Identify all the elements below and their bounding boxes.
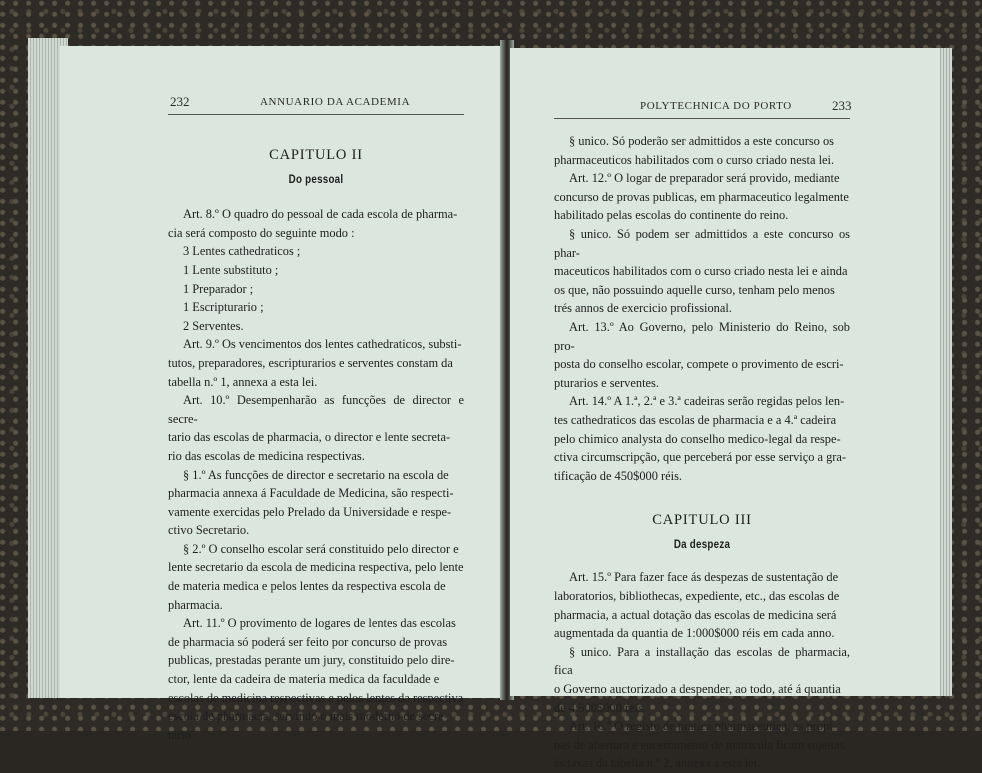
header-rule-right [554,118,850,119]
text-line: tutos, preparadores, escripturarios e serventes constam da [168,355,453,370]
left-page-body [168,146,464,744]
text-line: tario. [168,727,194,742]
left-page [60,46,508,742]
text-line: pharmacia, a actual dotação das escolas de medicina será [554,607,837,622]
chapter-heading-iii: CAPITULO III [652,512,752,529]
text-line: tificação de 450$000 réis. [554,468,682,483]
text-line: augmentada da quantia de 1:000$000 réis em cada anno. [554,626,835,641]
text-line: trés annos de exercicio profissional. [554,301,732,316]
text-line: ctivo Secretario. [168,523,250,538]
chapter-heading: CAPITULO II [269,147,363,163]
text-line: ctiva circumscripção, que perceberá por esse serviço a gra- [554,450,847,465]
text-line: vamente exercidas pelo Prelado da Universidade e respe- [168,504,452,519]
section-subheading: Do pessoal [288,173,344,186]
right-text-lines-bottom [554,568,850,773]
text-line: Art. 9.º Os vencimentos dos lentes cathedraticos, substi- [183,337,462,352]
text-line: § unico. Só podem ser admittidos a este concurso os phar- [554,226,850,260]
text-line: habilitado pelas escolas do continente do reino. [554,208,789,223]
text-line: escolas de medicina respectivas e pelos lentes da respectiva [168,690,464,705]
left-text-lines [168,205,464,744]
right-page-body [554,132,850,773]
text-line: de pharmacia só poderá ser feito por concurso de provas [168,634,448,649]
text-line: concurso de provas publicas, em pharmaceutico legalmente [554,189,849,204]
right-page-edges [938,48,952,696]
text-line: escola de pharmacia, servindo o mais moderno de secre- [168,709,448,724]
text-line: Art. 16.º O registo de pratica pharmaceutica, as propi- [569,719,837,734]
text-line: Art. 10.º Desempenharão as funcções de director e secre- [168,393,464,426]
text-line: de materia medica e pelos lentes da respectiva escola de [168,579,446,594]
text-line: o Governo auctorizado a despender, ao todo, até á quantia [554,682,841,697]
text-line: Art. 8.º O quadro do pessoal de cada escola de pharma- [183,207,458,222]
text-line: tabella n.º 1, annexa a esta lei. [168,374,318,389]
page-number-right: 233 [832,98,852,113]
page-number-left: 232 [170,94,190,109]
text-line: § unico. Para a installação das escolas de pharmacia, fica [554,644,850,678]
text-line: laboratorios, bibliothecas, expediente, etc., das escolas de [554,589,840,604]
text-line: tes cathedraticos das escolas de pharmacia e a 4.ª cadeira [554,412,837,427]
text-line: § 1.º As funcções de director e secretario na escola de [183,467,449,482]
text-line: maceuticos habilitados com o curso criado nesta lei e ainda [554,264,848,279]
text-line: 2 Serventes. [183,318,244,333]
section-subheading-despeza: Da despeza [673,538,731,551]
text-line: lente secretario da escola de medicina respectiva, pelo lente [168,560,464,575]
text-line: posta do conselho escolar, compete o provimento de escri- [554,357,844,372]
running-head-left: ANNUARIO DA ACADEMIA [260,96,411,108]
text-line: os que, não possuindo aquelle curso, tenham pelo menos [554,282,835,297]
text-line: pelo chimico analysta do conselho medico-legal da respe- [554,431,841,446]
text-line: ás taxas da tabella n.º 2, annexa a esta lei. [554,756,761,771]
text-line: pharmacia annexa á Faculdade de Medicina, são respecti- [168,486,454,501]
text-line: nas de abertura e encerramento de matricula ficam sujeitas [554,737,845,752]
text-line: Art. 14.º A 1.ª, 2.ª e 3.ª cadeiras serão regidas pelos len- [569,394,845,409]
text-line: pharmaceuticos habilitados com o curso criado nesta lei. [554,152,835,167]
text-line: cia será composto do seguinte modo : [168,225,355,240]
text-line: de 4:500$000 réis. [554,700,646,715]
text-line: 3 Lentes cathedraticos ; [183,244,301,259]
running-head-right: POLYTECHNICA DO PORTO [640,100,792,112]
text-line: rio das escolas de medicina respectivas. [168,448,365,463]
text-line: tario das escolas de pharmacia, o director e lente secreta- [168,430,451,445]
text-line: pturarios e serventes. [554,375,659,390]
text-line: publicas, prestadas perante um jury, constituido pelo dire- [168,653,455,668]
text-line: Art. 13.º Ao Governo, pelo Ministerio do Reino, sob pro- [554,319,850,353]
right-text-lines-top [554,132,850,485]
text-line: 1 Escripturario ; [183,300,264,315]
text-line: ctor, lente da cadeira de materia medica da faculdade e [168,672,440,687]
text-line: § 2.º O conselho escolar será constituido pelo director e [183,541,459,556]
text-line: 1 Lente substituto ; [183,262,279,277]
text-line: Art. 15.º Para fazer face ás despezas de sustentação de [569,570,839,585]
text-line: § unico. Só poderão ser admittidos a este concurso os [569,134,834,148]
text-line: 1 Preparador ; [183,281,254,296]
text-line: pharmacia. [168,597,223,612]
text-line: Art. 12.º O logar de preparador será provido, mediante [569,171,840,186]
header-rule-left [168,114,464,115]
text-line: Art. 11.º O provimento de logares de lentes das escolas [183,616,456,631]
right-page [510,48,940,771]
